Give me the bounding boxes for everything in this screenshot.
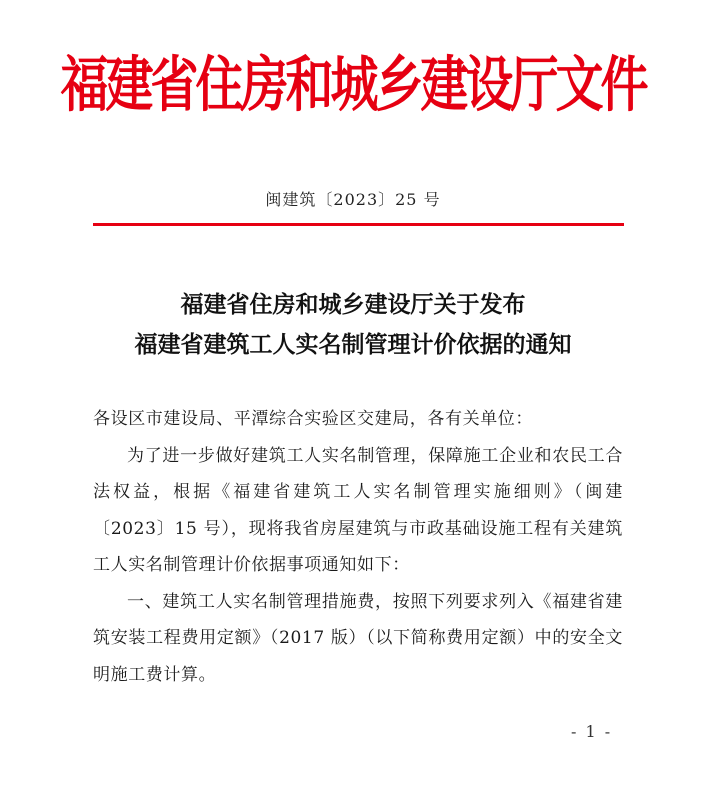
- red-divider: [93, 223, 624, 226]
- document-title-line-2: 福建省建筑工人实名制管理计价依据的通知: [134, 332, 572, 358]
- document-number: 闽建筑〔2023〕25 号: [265, 190, 441, 209]
- issuer-header: 福建省住房和城乡建设厅文件: [60, 50, 646, 121]
- body-paragraph-2: 一、建筑工人实名制管理措施费，按照下列要求列入《福建省建筑安装工程费用定额》（2017 版）（以下简称费用定额）中的安全文明施工费计算。: [93, 591, 623, 685]
- page-number: - 1 -: [571, 722, 613, 741]
- document-title-line-1: 福建省住房和城乡建设厅关于发布: [180, 292, 526, 318]
- salutation: 各设区市建设局、平潭综合实验区交建局，各有关单位：: [93, 409, 533, 429]
- body-paragraph-1: 为了进一步做好建筑工人实名制管理，保障施工企业和农民工合法权益，根据《福建省建筑工人实名制管理实施细则》（闽建〔2023〕15 号），现将我省房屋建筑与市政基础设施工程有关建筑工人实名制管理计价依据事项通知如下：: [93, 445, 623, 575]
- document-body: [93, 401, 623, 693]
